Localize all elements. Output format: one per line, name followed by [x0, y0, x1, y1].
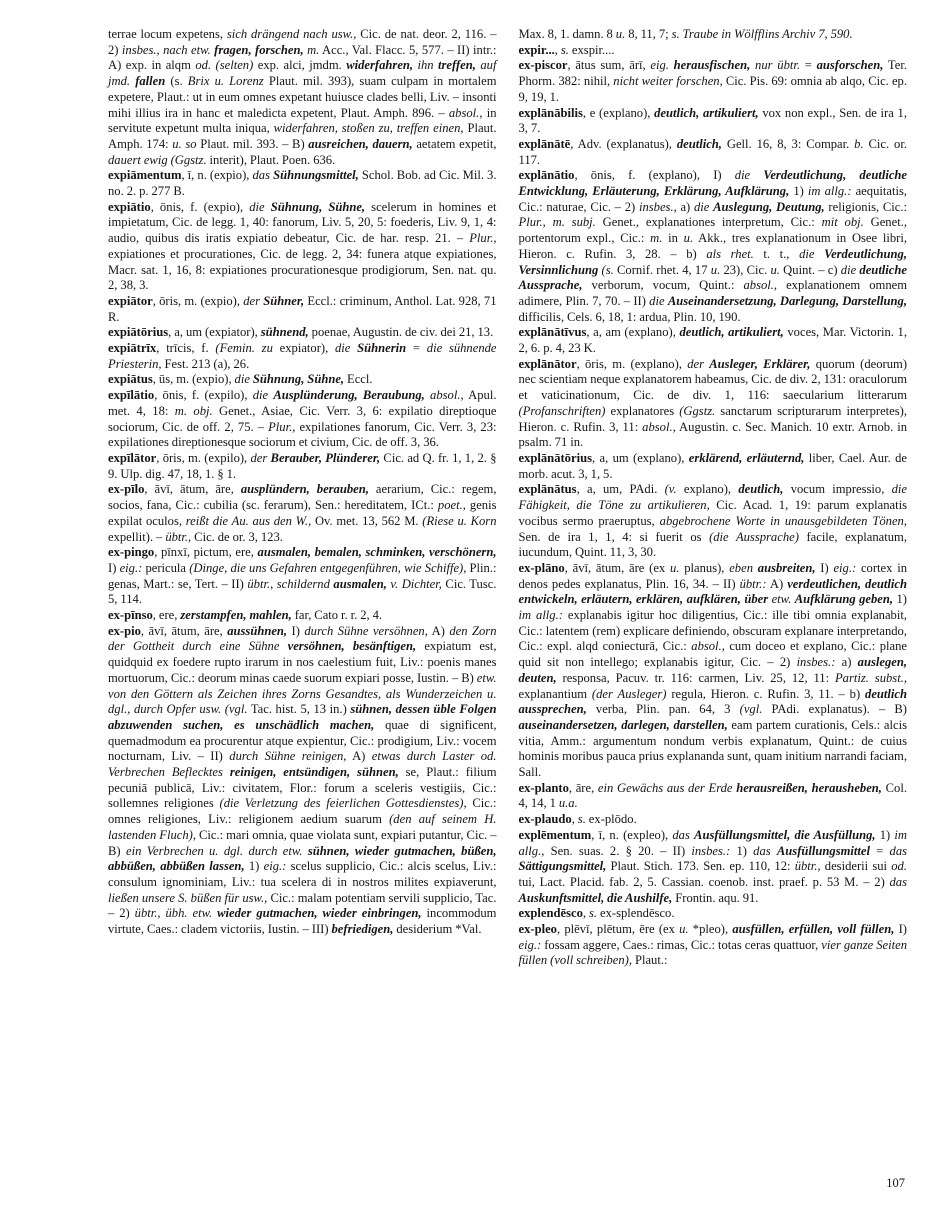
dictionary-entry: ex-pīlo, āvī, ātum, āre, ausplündern, berauben, aerarium, Cic.: regem, socios, fana, Cic.: cubilia (sc. ferarum), Sen.: hereditatem, ICt.: poet., genis expilat oculos, reißt die Au. aus den W., Ov. met. 13, 562 M. (Riese u. Korn expellit). – übtr., Cic. de or. 3, 123.	[108, 482, 497, 544]
dictionary-entry: expīlātor, ōris, m. (expilo), der Berauber, Plünderer, Cic. ad Q. fr. 1, 1, 2. § 9. Ulp. dig. 47, 18, 1. § 1.	[108, 450, 497, 481]
dictionary-entry: terrae locum expetens, sich drängend nach usw., Cic. de nat. deor. 2, 116. – 2) insbes., nach etw. fragen, forschen, m. Acc., Val. Flacc. 5, 577. – II) intr.: A) exp. in alqm od. (selten) exp. alci, jmdm. widerfahren, ihn treffen, auf jmd. fallen (s. Brix u. Lorenz Plaut. mil. 393), suam culpam in mortalem expetere, Plaut.: ut in eum omnes expetant huiusce clades belli, Liv. – insonti mihi illius ira in hanc et maledicta expetent, Plaut. Amph. 896. – absol., in servitute expetunt multa iniqua, widerfahren, stoßen zu, treffen einen, Plaut. Amph. 174: u. so Plaut. mil. 393. – B) ausreichen, dauern, aetatem expetit, dauert ewig (Ggstz. interit), Plaut. Poen. 636.	[108, 27, 497, 167]
dictionary-entry: expiātōrius, a, um (expiator), sühnend, poenae, Augustin. de civ. dei 21, 13.	[108, 325, 494, 340]
dictionary-entry: explānātio, ōnis, f. (explano), I) die Verdeutlichung, deutliche Entwicklung, Erläuterung, Erklärung, Aufklärung, 1) im allg.: aequitatis, Cic.: naturae, Cic. – 2) insbes., a) die Auslegung, Deutung, religionis, Cic.: Plur., m. subj. Genet., explanationes interpretum, Cic.: mit obj. Genet., portentorum expl., Cic.: m. in u. Akk., tres explanationum in Osee libri, Hieron. c. Rufin. 3, 28. – b) als rhet. t. t., die Verdeutlichung, Versinnlichung (s. Cornif. rhet. 4, 17 u. 23), Cic. u. Quint. – c) die deutliche Aussprache, verborum, vocum, Quint.: absol., explanationem omnem adimere, Plin. 7, 70. – II) die Auseinandersetzung, Darlegung, Darstellung, difficilis, Cels. 6, 18, 1: ardua, Plin. 10, 190.	[518, 168, 908, 324]
dictionary-entry: expiātor, ōris, m. (expio), der Sühner, Eccl.: criminum, Anthol. Lat. 928, 71 R.	[108, 293, 497, 324]
dictionary-entry: explānātīvus, a, am (explano), deutlich, artikuliert, voces, Mar. Victorin. 1, 2, 6. p. 4, 23 K.	[518, 325, 907, 356]
dictionary-entry: explendēsco, s. ex-splendēsco.	[518, 906, 675, 921]
dictionary-entry: explānātus, a, um, PAdi. (v. explano), deutlich, vocum impressio, die Fähigkeit, die Töne zu artikulieren, Cic. Acad. 1, 19: parum explanatis vocibus sermo praeruptus, abgebrochene Worte in unausgebildeten Tönen, Sen. de ira 1, 1, 4: si fuerit os (die Aussprache) facile, explanatum, iucundum, Quint. 11, 3, 30.	[518, 482, 908, 560]
dictionary-entry: ex-plaudo, s. ex-plōdo.	[518, 812, 637, 827]
dictionary-entry: ex-pīnso, ere, zerstampfen, mahlen, far, Cato r. r. 2, 4.	[108, 608, 383, 623]
dictionary-entry: ex-pleo, plēvī, plētum, ēre (ex u. *pleo), ausfüllen, erfüllen, voll füllen, I) eig.: fossam aggere, Caes.: rimas, Cic.: totas ceras quattuor, vier ganze Seiten füllen (voll schreiben), Plaut.:	[518, 922, 907, 968]
dictionary-entry: expir..., s. exspir....	[518, 42, 615, 57]
dictionary-entry: explānātē, Adv. (explanatus), deutlich, Gell. 16, 8, 3: Compar. b. Cic. or. 117.	[518, 136, 907, 167]
dictionary-entry: ex-planto, āre, ein Gewächs aus der Erde herausreißen, herausheben, Col. 4, 14, 1 u.a.	[518, 780, 907, 811]
dictionary-entry: expiāmentum, ī, n. (expio), das Sühnungsmittel, Schol. Bob. ad Cic. Mil. 3. no. 2. p. 277 B.	[108, 168, 497, 199]
dictionary-entry: expiātio, ōnis, f. (expio), die Sühnung, Sühne, scelerum in homines et impietatum, Cic. de legg. 1, 40: fanorum, Liv. 5, 20, 5: foederis, Liv. 9, 1, 4: audio, quibus dis iratis expiatio debeatur, Cic. de har. resp. 21. – Plur., expiationes et procurationes, Cic. de legg. 2, 34: funera atque expiationes, Macr. sat. 1, 16, 8: expiationes procurationesque prodigiorum, Sen. nat. qu. 2, 38, 3.	[108, 199, 497, 293]
two-column-layout	[108, 27, 907, 969]
dictionary-page	[108, 27, 907, 1202]
dictionary-entry: expiātus, ūs, m. (expio), die Sühnung, Sühne, Eccl.	[108, 372, 373, 387]
dictionary-entry: expīlātio, ōnis, f. (expilo), die Ausplünderung, Beraubung, absol., Apul. met. 4, 18: m. obj. Genet., Asiae, Cic. Verr. 3, 6: expilatio direptioque sociorum, Cic. de off. 2, 75. – Plur., expilationes fanorum, Cic. Verr. 3, 23: expilationes direptionesque sociorum et civium, Cic. de off. 3, 36.	[108, 388, 497, 450]
page-number: 107	[886, 1176, 905, 1190]
dictionary-entry: Max. 8, 1. damn. 8 u. 8, 11, 7; s. Traube in Wölfflins Archiv 7, 590.	[518, 27, 853, 41]
right-column	[519, 27, 908, 969]
dictionary-entry: ex-pingo, pīnxī, pictum, ere, ausmalen, bemalen, schminken, verschönern, I) eig.: pericula (Dinge, die uns Gefahren entgegenführen, wie Schiffe), Plin.: genas, Mart.: se, Tert. – II) übtr., schildernd ausmalen, v. Dichter, Cic. Tusc. 5, 114.	[108, 545, 497, 607]
dictionary-entry: ex-plāno, āvī, ātum, āre (ex u. planus), eben ausbreiten, I) eig.: cortex in denos pedes explanatus, Plin. 16, 34. – II) übtr.: A) verdeutlichen, deutlich entwickeln, erläutern, erklären, aufklären, über etw. Aufklärung geben, 1) im allg.: explanabis igitur hoc diligentius, Cic.: ille tibi omnia explanabit, Cic.: latentem (rem) explicare definiendo, obscuram explanare interpretando, Cic.: expl. alqd coniecturā, Cic.: absol., cum doceo et explano, Cic.: plane quid sit non intellego; explanabis igitur, Cic. – 2) insbes.: a) auslegen, deuten, responsa, Pacuv. tr. 116: carmen, Liv. 25, 12, 11: Partiz. subst., explanantium (der Ausleger) regula, Hieron. c. Rufin. 3, 11. – b) deutlich aussprechen, verba, Plin. pan. 64, 3 (vgl. PAdi. explanatus). – B) auseinandersetzen, darlegen, darstellen, eam partem curationis, Cels.: alcis vitia, Amm.: argumentum nondum verbis explanatum, Quint.: de cuius hominis moribus pauca prius explananda sunt, quam initium narrandi faciam, Sall.	[518, 560, 908, 780]
dictionary-entry: explēmentum, ī, n. (expleo), das Ausfüllungsmittel, die Ausfüllung, 1) im allg., Sen. suas. 2. § 20. – II) insbes.: 1) das Ausfüllungsmittel = das Sättigungsmittel, Plaut. Stich. 173. Sen. ep. 110, 12: übtr., desiderii sui od. tui, Lact. Placid. fab. 2, 5. Cassian. coenob. inst. praef. p. 53 M. – 2) das Auskunftsmittel, die Aushilfe, Frontin. aqu. 91.	[518, 827, 908, 905]
dictionary-entry: explānātor, ōris, m. (explano), der Ausleger, Erklärer, quorum (deorum) nec scientiam neque explanatorem habeamus, Cic. de div. 2, 131: oraculorum et vaticinationum, Cic. de div. 1, 116: saecularium litterarum (Profanschriften) explanatores (Ggstz. sanctarum scripturarum interpretes), Hieron. c. Rufin. 3, 11: absol., Augustin. c. Sec. Manich. 10 extr. Arnob. in psalm. 71 in.	[518, 356, 908, 450]
dictionary-entry: ex-piscor, ātus sum, ārī, eig. herausfischen, nur übtr. = ausforschen, Ter. Phorm. 382: nihil, nicht weiter forschen, Cic. Pis. 69: omnia ab alqo, Cic. ep. 9, 19, 1.	[518, 58, 907, 104]
left-column	[108, 27, 497, 938]
dictionary-entry: explānābilis, e (explano), deutlich, artikuliert, vox non expl., Sen. de ira 1, 3, 7.	[518, 105, 907, 136]
dictionary-entry: explānātōrius, a, um (explano), erklärend, erläuternd, liber, Cael. Aur. de morb. acut. 3, 1, 5.	[518, 450, 907, 481]
dictionary-entry: ex-pio, āvī, ātum, āre, aussühnen, I) durch Sühne versöhnen, A) den Zorn der Gottheit durch eine Sühne versöhnen, besänftigen, expiatum est, quidquid ex foedere rupto irarum in nos caelestium fuit, Liv.: poenis manes mortuorum, Cic.: deorum minas caede suorum expiari posse, Iustin. – B) etw. von den Göttern als Zeichen ihres Zorns Gesandtes, als Wunderzeichen u. dgl., durch Opfer usw. (vgl. Tac. hist. 5, 13 in.) sühnen, dessen üble Folgen abzuwenden suchen, es unschädlich machen, quae di significent, quemadmodum ea procurentur atque expientur, Cic.: prodigium, Liv.: vocem nocturnam, Liv. – II) durch Sühne reinigen, A) etwas durch Laster od. Verbrechen Beflecktes reinigen, entsündigen, sühnen, se, Plaut.: filium pecuniā publicā, Liv.: civitatem, Flor.: forum a sceleris vestigiis, Cic.: sollemnes religiones (die Verletzung des feierlichen Gottesdienstes), Cic.: omnes religiones, Liv.: religionem aedium suarum (den auf seinem H. lastenden Fluch), Cic.: mari omnia, quae violata sunt, expiari putantur, Cic. – B) ein Verbrechen u. dgl. durch etw. sühnen, wieder gutmachen, büßen, abbüßen, abbüßen lassen, 1) eig.: scelus supplicio, Cic.: alcis scelus, Liv.: consulum ignominiam, Liv.: tua scelera di in nostros milites expiaverunt, ließen unsere S. büßen für usw., Cic.: malam potentiam servili supplicio, Tac. – 2) übtr., übh. etw. wieder gutmachen, wieder einbringen, incommodum virtute, Caes.: cladem victoriis, Iustin. – III) befriedigen, desiderium *Val.	[108, 623, 497, 937]
dictionary-entry: expiātrīx, trīcis, f. (Femin. zu expiator), die Sühnerin = die sühnende Priesterin, Fest. 213 (a), 26.	[108, 341, 497, 371]
